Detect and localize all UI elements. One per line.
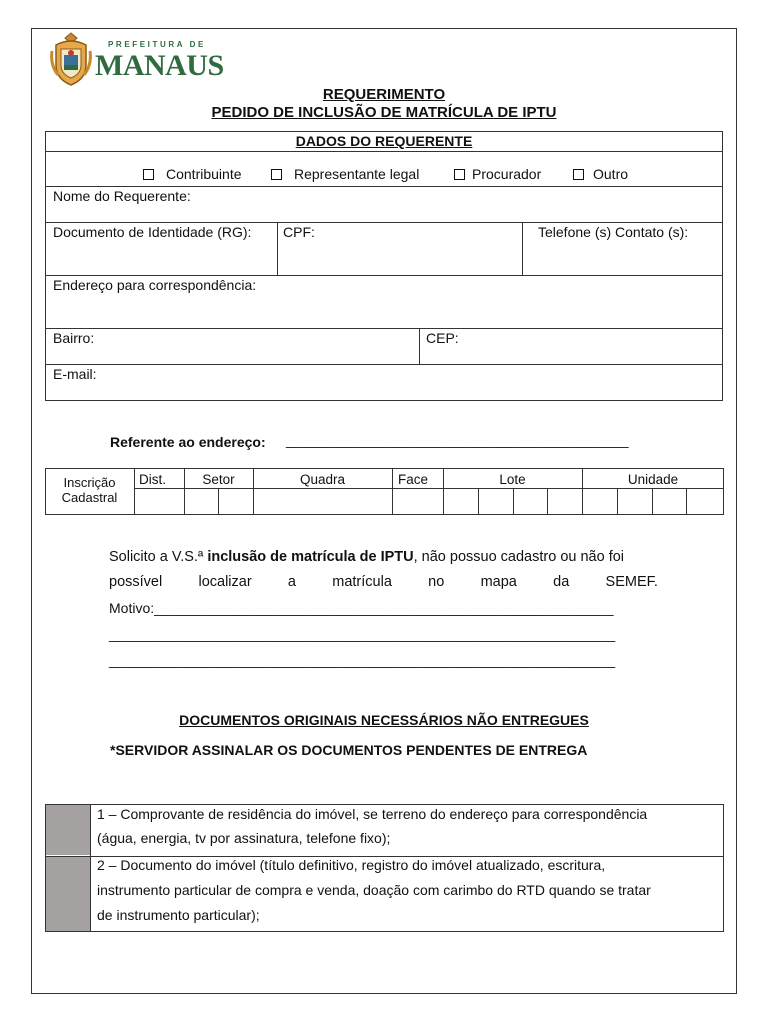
word: a bbox=[287, 574, 296, 590]
rg-field[interactable]: Documento de Identidade (RG): bbox=[53, 224, 252, 240]
option-procurador[interactable] bbox=[454, 166, 541, 182]
inscricao-label-2: Cadastral bbox=[61, 490, 118, 505]
inscricao-label-1: Inscrição bbox=[63, 475, 116, 490]
cell-divider bbox=[513, 488, 514, 515]
col-quadra: Quadra bbox=[299, 472, 346, 487]
checkbox-contribuinte[interactable] bbox=[143, 169, 154, 180]
option-label: Procurador bbox=[472, 166, 542, 182]
servidor-note: *SERVIDOR ASSINALAR OS DOCUMENTOS PENDENTES DE ENTREGA bbox=[110, 742, 588, 758]
option-representante[interactable] bbox=[271, 166, 419, 182]
divider bbox=[134, 488, 724, 489]
doc-item-1-line-2: (água, energia, tv por assinatura, telefone fixo); bbox=[97, 830, 391, 846]
col-unidade: Unidade bbox=[627, 472, 679, 487]
cell-divider bbox=[617, 488, 618, 515]
logo-subtitle: PREFEITURA DE bbox=[108, 40, 206, 49]
option-label: Outro bbox=[593, 166, 629, 182]
option-contribuinte[interactable] bbox=[143, 166, 242, 182]
manaus-coat-of-arms-logo bbox=[50, 31, 92, 92]
divider bbox=[45, 275, 723, 276]
endereco-field[interactable]: Endereço para correspondência: bbox=[53, 277, 257, 293]
divider bbox=[45, 222, 723, 223]
nome-field[interactable]: Nome do Requerente: bbox=[53, 188, 191, 204]
checkbox-outro[interactable] bbox=[573, 169, 584, 180]
option-outro[interactable] bbox=[573, 166, 628, 182]
logo-title: MANAUS bbox=[95, 49, 224, 82]
divider bbox=[134, 468, 135, 515]
word: possível bbox=[109, 574, 163, 590]
word: localizar bbox=[198, 574, 252, 590]
documentos-heading: DOCUMENTOS ORIGINAIS NECESSÁRIOS NÃO ENTREGUES bbox=[179, 712, 589, 728]
divider bbox=[45, 328, 723, 329]
divider bbox=[277, 222, 278, 275]
col-dist: Dist. bbox=[139, 472, 166, 487]
check-cell-2[interactable] bbox=[46, 857, 90, 931]
divider bbox=[45, 186, 723, 187]
divider bbox=[522, 222, 523, 275]
col-lote: Lote bbox=[499, 472, 526, 487]
check-cell-1[interactable] bbox=[46, 805, 90, 855]
title-text: REQUERIMENTO bbox=[322, 86, 446, 103]
motivo-line-3[interactable]: _________________________________________________________________ bbox=[109, 652, 616, 668]
word: matrícula bbox=[332, 574, 392, 590]
col-setor: Setor bbox=[202, 472, 235, 487]
document-subtitle bbox=[0, 104, 768, 121]
doc-item-2-line-3: de instrumento particular); bbox=[97, 907, 260, 923]
divider bbox=[419, 328, 420, 364]
word: mapa bbox=[480, 574, 517, 590]
document-title bbox=[0, 86, 768, 103]
text-bold: inclusão de matrícula de IPTU bbox=[207, 549, 414, 565]
checkbox-representante[interactable] bbox=[271, 169, 282, 180]
bairro-field[interactable]: Bairro: bbox=[53, 330, 95, 346]
email-field[interactable]: E-mail: bbox=[53, 366, 97, 382]
subtitle-text: PEDIDO DE INCLUSÃO DE MATRÍCULA DE IPTU bbox=[211, 104, 557, 121]
doc-item-2-line-1: 2 – Documento do imóvel (título definitivo, registro do imóvel atualizado, escritura, bbox=[97, 857, 606, 873]
divider bbox=[90, 804, 91, 932]
word: no bbox=[428, 574, 445, 590]
option-label: Representante legal bbox=[294, 166, 420, 182]
requerente-heading: DADOS DO REQUERENTE bbox=[295, 133, 473, 149]
solicitacao-line-2 bbox=[109, 574, 658, 590]
text: Solicito a V.S.ª bbox=[109, 549, 208, 565]
word: SEMEF. bbox=[605, 574, 658, 590]
col-face: Face bbox=[398, 472, 429, 487]
divider bbox=[45, 364, 723, 365]
doc-item-2-line-2: instrumento particular de compra e venda, doação com carimbo do RTD quando se tratar bbox=[97, 882, 651, 898]
referente-label: Referente ao endereço: bbox=[110, 434, 266, 450]
solicitacao-line-1 bbox=[109, 549, 624, 565]
divider bbox=[45, 151, 723, 152]
divider bbox=[392, 468, 393, 515]
cell-divider bbox=[184, 488, 185, 515]
cell-divider bbox=[686, 488, 687, 515]
doc-item-1-line-1: 1 – Comprovante de residência do imóvel, se terreno do endereço para correspondência bbox=[97, 806, 648, 822]
cell-divider bbox=[218, 488, 219, 515]
text: , não possuo cadastro ou não foi bbox=[413, 549, 625, 565]
word: da bbox=[553, 574, 570, 590]
cell-divider bbox=[652, 488, 653, 515]
cell-divider bbox=[478, 488, 479, 515]
telefone-field[interactable]: Telefone (s) Contato (s): bbox=[538, 224, 689, 240]
motivo-line[interactable]: Motivo:___________________________________________________________ bbox=[109, 600, 614, 616]
cpf-field[interactable]: CPF: bbox=[283, 224, 315, 240]
motivo-line-2[interactable]: _________________________________________________________________ bbox=[109, 626, 616, 642]
cep-field[interactable]: CEP: bbox=[426, 330, 459, 346]
option-label: Contribuinte bbox=[166, 166, 242, 182]
referente-line[interactable]: ____________________________________________ bbox=[286, 432, 629, 448]
checkbox-procurador[interactable] bbox=[454, 169, 465, 180]
cell-divider bbox=[547, 488, 548, 515]
